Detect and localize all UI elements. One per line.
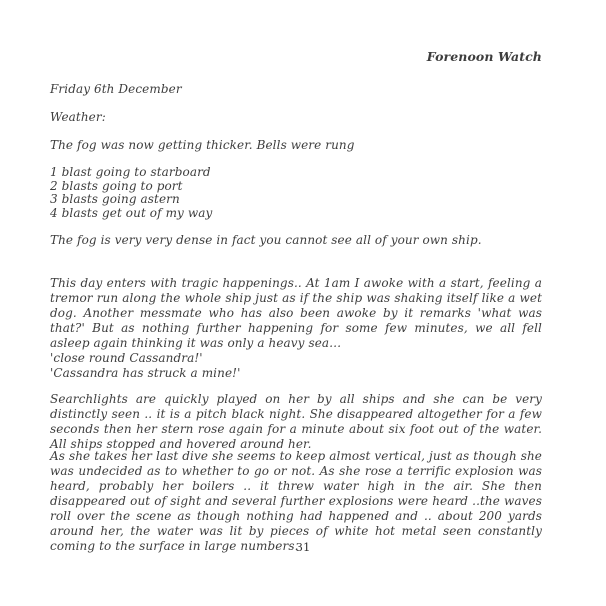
- paragraph-searchlights: Searchlights are quickly played on her by all ships and she can be very distinctly seen .. it is a pitch black night. She disappeared altogether for a few seconds then her stern rose again for a minute about six foot out of the water. All ships stopped and hovered around her.: [50, 392, 542, 451]
- weather-text: The fog was now getting thicker. Bells were rung: [50, 138, 355, 152]
- entry-date: Friday 6th December: [50, 82, 182, 96]
- quote-cassandra-struck-mine: 'Cassandra has struck a mine!': [50, 366, 241, 380]
- blast-signal-item: 1 blast going to starboard: [50, 165, 211, 179]
- paragraph-tragic-happenings: This day enters with tragic happenings.. At 1am I awoke with a start, feeling a tremor run along the whole ship just as if the ship was shaking itself like a wet dog. Another messmate who has also been awoke by it remarks 'what was that?' But as nothing further happening for some few minutes, we all fell asleep again thinking it was only a heavy sea…: [50, 276, 542, 350]
- weather-label: Weather:: [50, 110, 106, 124]
- quote-close-round-cassandra: 'close round Cassandra!': [50, 351, 203, 365]
- page-number: 31: [295, 540, 311, 554]
- blast-signal-item: 3 blasts going astern: [50, 192, 180, 206]
- paragraph-sinking: As she takes her last dive she seems to keep almost vertical, just as though she was undecided as to whether to go or not. As she rose a terrific explosion was heard, probably her boilers .. it threw water high in the air. She then disappeared out of sight and several further explosions were heard ..the waves roll over the scene as though nothing had happened and .. about 200 yards around her, the water was lit by pieces of white hot metal seen constantly coming to the surface in large numbers.: [50, 449, 542, 553]
- fog-note: The fog is very very dense in fact you cannot see all of your own ship.: [50, 233, 482, 247]
- running-header: Forenoon Watch: [426, 49, 542, 64]
- blast-signal-item: 2 blasts going to port: [50, 178, 183, 193]
- blast-signal-item: 4 blasts get out of my way: [50, 205, 213, 220]
- blast-signal-list: [50, 166, 542, 220]
